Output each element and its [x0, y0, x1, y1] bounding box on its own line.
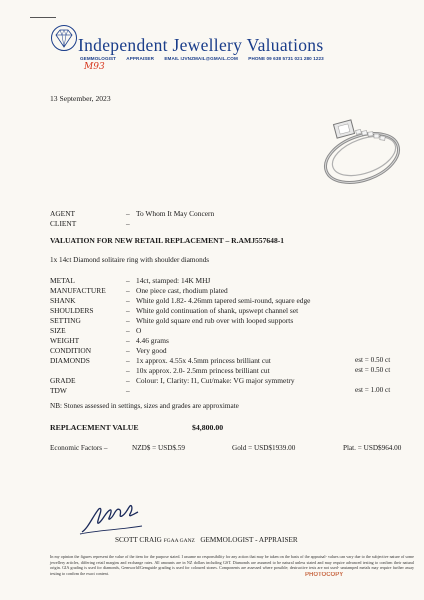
spec-label: WEIGHT: [50, 336, 80, 345]
contact-appraiser: APPRAISER: [126, 56, 154, 61]
spec-row-diamonds: DIAMONDS – 1x approx. 4.55x 4.5mm princess brilliant cut: [50, 356, 271, 365]
diamond-logo-icon: [50, 24, 78, 52]
spec-label: MANUFACTURE: [50, 286, 106, 295]
spec-row-metal: METAL – 14ct, stamped: 14K MHJ: [50, 276, 211, 285]
exchange-rate: NZD$ = USD$.59: [132, 444, 185, 452]
spec-label: SHOULDERS: [50, 306, 94, 315]
spec-label: SHANK: [50, 296, 76, 305]
spec-label: GRADE: [50, 376, 76, 385]
diamond-estimate: est = 0.50 ct: [355, 356, 391, 364]
spec-row-manufacture: MANUFACTURE – One piece cast, rhodium plated: [50, 286, 228, 295]
economic-factors-label: Economic Factors –: [50, 444, 108, 452]
contact-gemmologist: GEMMOLOGIST: [80, 56, 117, 61]
gold-price: Gold = USD$1939.00: [232, 444, 296, 452]
handwritten-mark: M93: [84, 62, 105, 72]
signer-name: SCOTT CRAIG: [115, 536, 162, 544]
spec-label: SETTING: [50, 316, 81, 325]
spec-value: White gold 1.82- 4.26mm tapered semi-round, square edge: [136, 296, 311, 305]
spec-label: METAL: [50, 276, 75, 285]
spec-value: 14ct, stamped: 14K MHJ: [136, 276, 211, 285]
assessment-note: NB: Stones assessed in settings, sizes and grades are approximate: [50, 402, 239, 410]
spec-value: White gold square end rub over with looped supports: [136, 316, 294, 325]
signer-title: GEMMOLOGIST - APPRAISER: [200, 536, 298, 544]
photocopy-stamp: PHOTOCOPY: [305, 572, 344, 578]
spec-row-grade: GRADE – Colour: I, Clarity: I1, Cut/make: VG major symmetry: [50, 376, 295, 385]
handwritten-signature: [78, 500, 146, 536]
spec-value: 1x approx. 4.55x 4.5mm princess brilliant cut: [136, 356, 271, 365]
spec-value: O: [136, 326, 142, 335]
document-date: 13 September, 2023: [50, 94, 111, 103]
spec-row-size: SIZE – O: [50, 326, 142, 335]
spec-row-tdw: TDW –: [50, 386, 130, 395]
contact-line: [80, 56, 333, 61]
item-description: 1x 14ct Diamond solitaire ring with shoulder diamonds: [50, 256, 210, 264]
agent-value: To Whom It May Concern: [136, 209, 215, 218]
diamond-estimate: est = 0.50 ct: [355, 366, 391, 374]
signer-line: [115, 536, 298, 544]
contact-email: EMAIL IJVNZMAIL@GMAIL.COM: [164, 56, 238, 61]
spec-label: SIZE: [50, 326, 66, 335]
replacement-value-label: REPLACEMENT VALUE: [50, 423, 139, 432]
spec-value: Colour: I, Clarity: I1, Cut/make: VG major symmetry: [136, 376, 295, 385]
spec-row-setting: SETTING – White gold square end rub over with looped supports: [50, 316, 294, 325]
agent-row: AGENT – To Whom It May Concern: [50, 209, 215, 218]
disclaimer-text: In my opinion the figures represent the value of the item for the purpose stated. I assume no responsibility for any action that may be taken on the basis of the appraisal- values can vary due to the subjective nature of some jewellery articles, differing retail margins and exchange rates. All amounts are in NZ dollars including GST. Diamonds are assumed to be natural unless stated and may require advanced testing to confirm their natural origin. GIA grading is used for diamonds, Gemworld/Gemguide grading is used for coloured stones. Components are assessed where possible; destructive tests are not used- unstamped metals may require further assay testing to confirm the exact content.: [50, 554, 414, 576]
spec-value: 4.46 grams: [136, 336, 169, 345]
spec-label: DIAMONDS: [50, 356, 90, 365]
signer-qualifications: FGAA GANZ: [163, 538, 195, 544]
spec-value: White gold continuation of shank, upswept channel set: [136, 306, 299, 315]
spec-value: One piece cast, rhodium plated: [136, 286, 228, 295]
replacement-value-amount: $4,800.00: [192, 423, 224, 432]
client-label: CLIENT: [50, 219, 77, 228]
agent-label: AGENT: [50, 209, 76, 218]
spec-row-condition: CONDITION – Very good: [50, 346, 167, 355]
ring-photo: [312, 106, 404, 192]
spec-label: CONDITION: [50, 346, 92, 355]
spec-label: TDW: [50, 386, 67, 395]
spec-row-shoulders: SHOULDERS – White gold continuation of shank, upswept channel set: [50, 306, 299, 315]
company-name: Independent Jewellery Valuations: [78, 35, 324, 55]
total-estimate: est = 1.00 ct: [355, 386, 391, 394]
header-rule: [30, 17, 56, 18]
spec-value: 10x approx. 2.0- 2.5mm princess brilliant cut: [136, 366, 270, 375]
valuation-heading: VALUATION FOR NEW RETAIL REPLACEMENT – R.AMJ557648-1: [50, 236, 285, 245]
spec-value: Very good: [136, 346, 167, 355]
spec-row-shank: SHANK – White gold 1.82- 4.26mm tapered semi-round, square edge: [50, 296, 311, 305]
spec-row-diamonds-2: – 10x approx. 2.0- 2.5mm princess brilliant cut: [126, 366, 270, 375]
contact-phone: PHONE 09 638 5731 021 280 1223: [248, 56, 324, 61]
spec-row-weight: WEIGHT – 4.46 grams: [50, 336, 169, 345]
client-row: CLIENT –: [50, 219, 130, 228]
platinum-price: Plat. = USD$964.00: [343, 444, 402, 452]
